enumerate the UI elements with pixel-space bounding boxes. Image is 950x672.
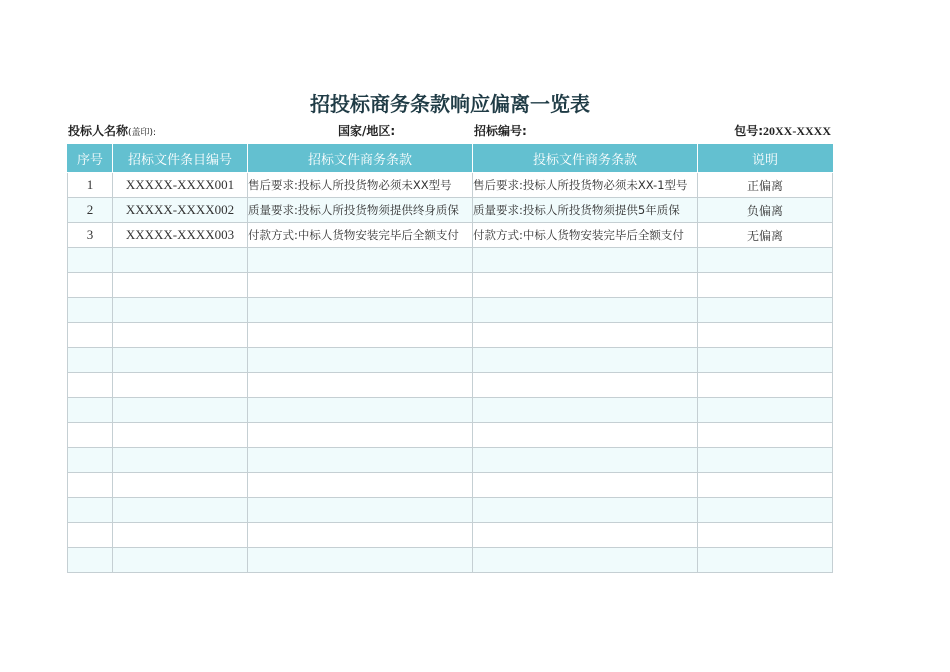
bidder-label-text: 投标人名称 bbox=[68, 124, 129, 138]
cell-serial-no[interactable]: 1 bbox=[68, 173, 113, 198]
empty-cell[interactable] bbox=[113, 548, 248, 573]
cell-bid-clause[interactable]: 质量要求:投标人所投货物须提供5年质保 bbox=[473, 198, 698, 223]
table-row-empty bbox=[68, 498, 833, 523]
table-row-empty bbox=[68, 448, 833, 473]
empty-cell[interactable] bbox=[113, 273, 248, 298]
table-row-empty bbox=[68, 398, 833, 423]
empty-cell[interactable] bbox=[698, 548, 833, 573]
empty-cell[interactable] bbox=[698, 348, 833, 373]
table-row-empty bbox=[68, 373, 833, 398]
empty-cell[interactable] bbox=[473, 423, 698, 448]
package-value: 20XX-XXXX bbox=[763, 124, 831, 138]
table-row-empty bbox=[68, 423, 833, 448]
deviation-table bbox=[67, 144, 833, 573]
table-row-empty bbox=[68, 548, 833, 573]
empty-cell[interactable] bbox=[248, 423, 473, 448]
empty-cell[interactable] bbox=[68, 523, 113, 548]
empty-cell[interactable] bbox=[698, 248, 833, 273]
empty-cell[interactable] bbox=[68, 548, 113, 573]
empty-cell[interactable] bbox=[68, 373, 113, 398]
cell-remark[interactable]: 正偏离 bbox=[698, 173, 833, 198]
empty-cell[interactable] bbox=[248, 298, 473, 323]
empty-cell[interactable] bbox=[473, 398, 698, 423]
empty-cell[interactable] bbox=[68, 498, 113, 523]
empty-cell[interactable] bbox=[68, 398, 113, 423]
table-header-row bbox=[68, 145, 833, 173]
empty-cell[interactable] bbox=[248, 273, 473, 298]
empty-cell[interactable] bbox=[113, 298, 248, 323]
cell-item-code[interactable]: XXXXX-XXXX003 bbox=[113, 223, 248, 248]
empty-cell[interactable] bbox=[473, 348, 698, 373]
cell-bid-clause[interactable]: 付款方式:中标人货物安装完毕后全额支付 bbox=[473, 223, 698, 248]
bidder-name-label bbox=[68, 122, 156, 138]
empty-cell[interactable] bbox=[248, 323, 473, 348]
empty-cell[interactable] bbox=[698, 398, 833, 423]
empty-cell[interactable] bbox=[473, 473, 698, 498]
country-region-label: 国家/地区: bbox=[338, 124, 396, 138]
empty-cell[interactable] bbox=[473, 448, 698, 473]
empty-cell[interactable] bbox=[113, 473, 248, 498]
cell-item-code[interactable]: XXXXX-XXXX001 bbox=[113, 173, 248, 198]
header-item-code: 招标文件条目编号 bbox=[113, 145, 248, 173]
empty-cell[interactable] bbox=[68, 323, 113, 348]
header-serial-no: 序号 bbox=[68, 145, 113, 173]
empty-cell[interactable] bbox=[68, 348, 113, 373]
empty-cell[interactable] bbox=[248, 348, 473, 373]
table-row bbox=[68, 173, 833, 198]
empty-cell[interactable] bbox=[248, 373, 473, 398]
empty-cell[interactable] bbox=[113, 523, 248, 548]
empty-cell[interactable] bbox=[113, 448, 248, 473]
empty-cell[interactable] bbox=[698, 498, 833, 523]
empty-cell[interactable] bbox=[113, 248, 248, 273]
empty-cell[interactable] bbox=[248, 498, 473, 523]
empty-cell[interactable] bbox=[473, 498, 698, 523]
table-row-empty bbox=[68, 473, 833, 498]
cell-tender-clause[interactable]: 质量要求:投标人所投货物须提供终身质保 bbox=[248, 198, 473, 223]
empty-cell[interactable] bbox=[698, 473, 833, 498]
table-row-empty bbox=[68, 248, 833, 273]
empty-cell[interactable] bbox=[113, 323, 248, 348]
empty-cell[interactable] bbox=[698, 423, 833, 448]
document-title: 招投标商务条款响应偏离一览表 bbox=[310, 92, 590, 116]
cell-remark[interactable]: 负偏离 bbox=[698, 198, 833, 223]
empty-cell[interactable] bbox=[68, 423, 113, 448]
table-row-empty bbox=[68, 348, 833, 373]
header-bid-clause: 投标文件商务条款 bbox=[473, 145, 698, 173]
empty-cell[interactable] bbox=[698, 323, 833, 348]
empty-cell[interactable] bbox=[68, 298, 113, 323]
empty-cell[interactable] bbox=[248, 523, 473, 548]
bidder-seal-note: (盖印): bbox=[128, 128, 157, 138]
empty-cell[interactable] bbox=[248, 248, 473, 273]
empty-cell[interactable] bbox=[68, 248, 113, 273]
empty-cell[interactable] bbox=[698, 373, 833, 398]
cell-serial-no[interactable]: 3 bbox=[68, 223, 113, 248]
empty-cell[interactable] bbox=[68, 448, 113, 473]
empty-cell[interactable] bbox=[113, 498, 248, 523]
table-row-empty bbox=[68, 323, 833, 348]
cell-serial-no[interactable]: 2 bbox=[68, 198, 113, 223]
empty-cell[interactable] bbox=[698, 298, 833, 323]
empty-cell[interactable] bbox=[248, 448, 473, 473]
empty-cell[interactable] bbox=[113, 398, 248, 423]
empty-cell[interactable] bbox=[113, 373, 248, 398]
empty-cell[interactable] bbox=[473, 273, 698, 298]
header-remark: 说明 bbox=[698, 145, 833, 173]
table-row-empty bbox=[68, 273, 833, 298]
empty-cell[interactable] bbox=[248, 398, 473, 423]
package-number bbox=[734, 122, 831, 138]
empty-cell[interactable] bbox=[68, 473, 113, 498]
cell-tender-clause[interactable]: 付款方式:中标人货物安装完毕后全额支付 bbox=[248, 223, 473, 248]
header-tender-clause: 招标文件商务条款 bbox=[248, 145, 473, 173]
table-row bbox=[68, 198, 833, 223]
empty-cell[interactable] bbox=[473, 548, 698, 573]
empty-cell[interactable] bbox=[698, 523, 833, 548]
cell-item-code[interactable]: XXXXX-XXXX002 bbox=[113, 198, 248, 223]
empty-cell[interactable] bbox=[113, 348, 248, 373]
empty-cell[interactable] bbox=[473, 298, 698, 323]
table-body bbox=[68, 173, 833, 573]
table-row-empty bbox=[68, 298, 833, 323]
empty-cell[interactable] bbox=[698, 448, 833, 473]
empty-cell[interactable] bbox=[68, 273, 113, 298]
empty-cell[interactable] bbox=[473, 323, 698, 348]
empty-cell[interactable] bbox=[113, 423, 248, 448]
empty-cell[interactable] bbox=[248, 548, 473, 573]
empty-cell[interactable] bbox=[473, 373, 698, 398]
cell-remark[interactable]: 无偏离 bbox=[698, 223, 833, 248]
empty-cell[interactable] bbox=[698, 273, 833, 298]
empty-cell[interactable] bbox=[473, 523, 698, 548]
table-row-empty bbox=[68, 523, 833, 548]
cell-bid-clause[interactable]: 售后要求:投标人所投货物必须未XX-1型号 bbox=[473, 173, 698, 198]
package-label: 包号: bbox=[734, 124, 763, 138]
table-row bbox=[68, 223, 833, 248]
cell-tender-clause[interactable]: 售后要求:投标人所投货物必须未XX型号 bbox=[248, 173, 473, 198]
tender-number-label: 招标编号: bbox=[474, 124, 527, 138]
empty-cell[interactable] bbox=[248, 473, 473, 498]
empty-cell[interactable] bbox=[473, 248, 698, 273]
